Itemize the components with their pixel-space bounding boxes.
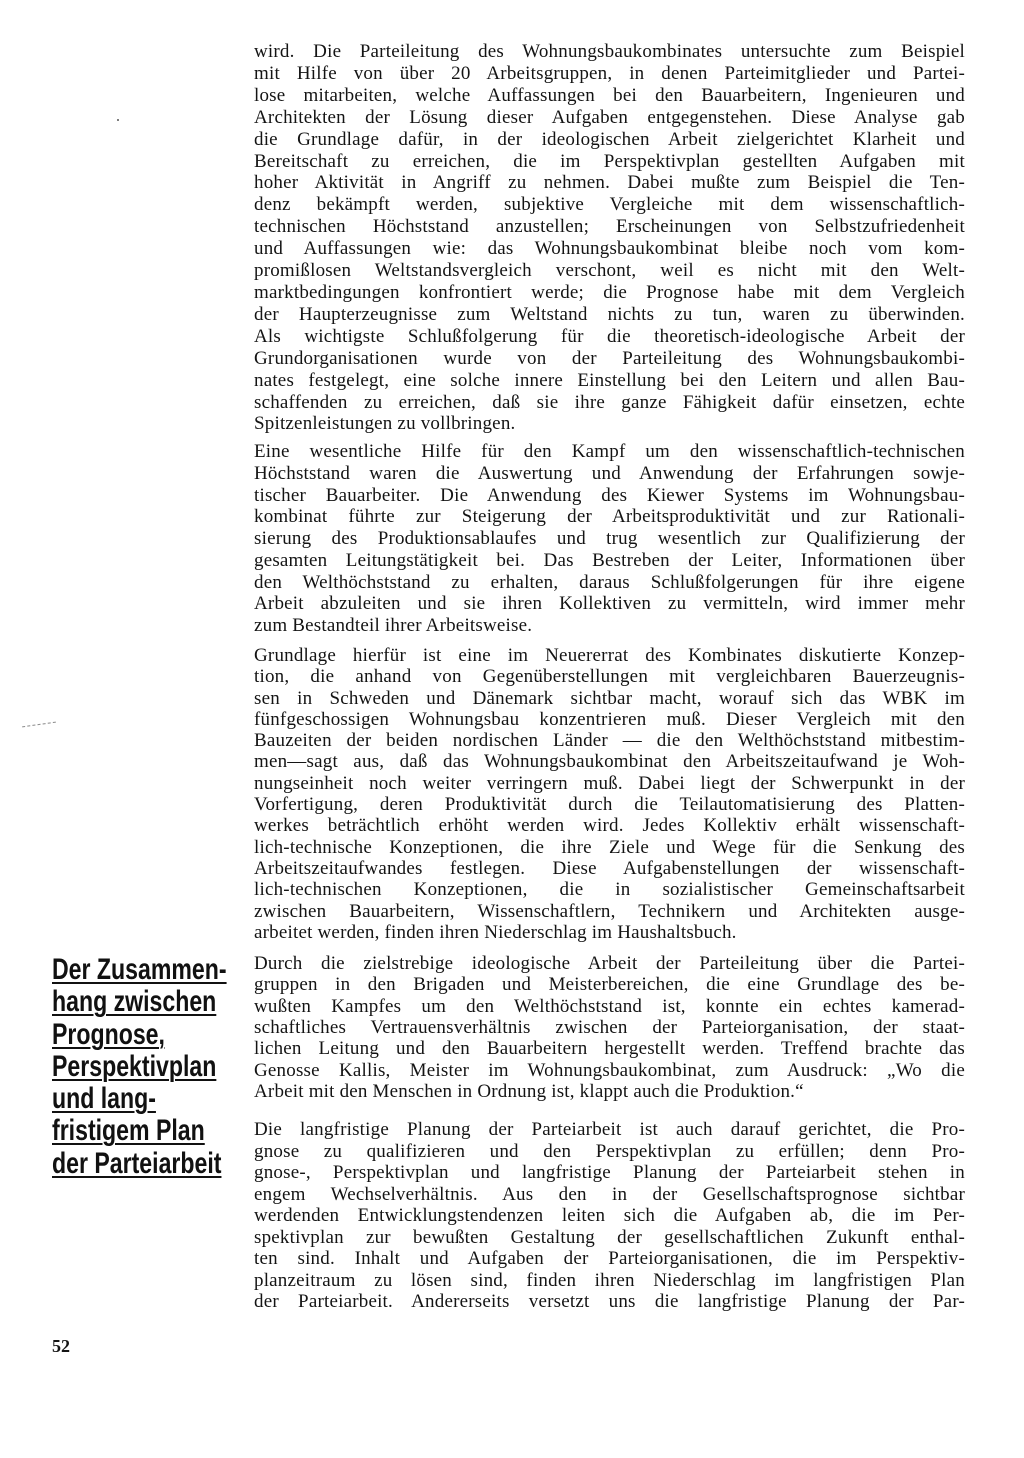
text-line: spektivplan zur bewußten Gestaltung der gesellschaftlichen Zukunft enthal- (254, 1226, 965, 1248)
text-line: hoher Aktivität in Angriff zu nehmen. Dabei mußte zum Beispiel die Ten- (254, 172, 965, 194)
margin-heading-line (52, 1019, 242, 1051)
text-line: und Auffassungen wie: das Wohnungsbaukombinat bleibe noch vom kom- (254, 238, 965, 260)
text-line: Bereitschaft zu erreichen, die im Perspektivplan gestellten Aufgaben mit (254, 150, 965, 172)
text-line: Genosse Kallis, Meister im Wohnungsbaukombinat, zum Ausdruck: „Wo die (254, 1059, 965, 1081)
margin-heading-line (52, 1115, 242, 1147)
scan-mark (22, 722, 56, 728)
text-line: gnose zu qualifizieren und den Perspektivplan zu erfüllen; denn Pro- (254, 1140, 965, 1162)
text-line: arbeitet werden, finden ihren Niederschlag im Haushaltsbuch. (254, 921, 737, 943)
margin-heading-text: und lang- (52, 1082, 156, 1116)
text-line: gesamten Leitungstätigkeit bei. Das Bestreben der Leiter, Informationen über (254, 549, 965, 571)
text-line: nates festgelegt, eine solche innere Einstellung bei den Leitern und allen Bau- (254, 369, 965, 391)
text-line: marktbedingungen konfrontiert werde; die Prognose habe mit dem Vergleich (254, 281, 965, 303)
margin-heading-text: Perspektivplan (52, 1049, 217, 1083)
text-line: tion, die anhand von Gegenüberstellungen mit vergleichbaren Bauerzeugnis- (254, 666, 965, 688)
margin-heading-line (52, 986, 242, 1018)
text-line: nungseinheit noch weiter verringern muß. Dabei liegt der Schwerpunkt in der (254, 772, 965, 794)
text-line: wird. Die Parteileitung des Wohnungsbaukombinates untersuchte zum Beispiel (254, 41, 965, 62)
paragraph-5 (254, 1119, 965, 1313)
text-line: der Haupterzeugnisse zum Weltstand nichts zu tun, waren zu überwinden. (254, 303, 965, 325)
text-line: engem Wechselverhältnis. Aus den in der Gesellschaftsprognose sichtbar (254, 1183, 965, 1205)
text-line: denz bekämpft werden, subjektive Vergleiche mit dem wissenschaftlich- (254, 194, 965, 216)
scan-mark (117, 119, 119, 121)
margin-heading-line (52, 954, 242, 986)
text-line: planzeitraum zu lösen sind, finden ihren Niederschlag im langfristigen Plan (254, 1269, 965, 1291)
paragraph-1 (254, 41, 965, 435)
margin-heading (52, 954, 242, 1180)
margin-heading-line (52, 1083, 242, 1115)
text-line: Die langfristige Planung der Parteiarbeit ist auch darauf gerichtet, die Pro- (254, 1119, 965, 1140)
text-line: sierung des Produktionsablaufes und trug wesentlich zur Qualifizierung der (254, 528, 965, 549)
text-line: kombinat führte zur Steigerung der Arbeitsproduktivität und zur Rationali- (254, 506, 965, 528)
margin-heading-text: der Parteiarbeit (52, 1146, 222, 1180)
margin-heading-line (52, 1051, 242, 1083)
text-line: wußten Kampfes um den Welthöchststand ist, konnte ein echtes kamerad- (254, 995, 965, 1017)
text-line: ten sind. Inhalt und Aufgaben der Parteiorganisationen, die im Perspektiv- (254, 1248, 965, 1269)
margin-heading-text: fristigem Plan (52, 1114, 205, 1148)
text-line: werdenden Entwicklungstendenzen leiten sich die Aufgaben ab, die im Per- (254, 1205, 965, 1226)
text-line: Grundlage hierfür ist eine im Neuererrat des Kombinates diskutierte Konzep- (254, 645, 965, 666)
paragraph-4 (254, 953, 965, 1102)
text-line: der Parteiarbeit. Andererseits versetzt uns die langfristige Planung der Par- (254, 1291, 965, 1312)
text-line: gnose-, Perspektivplan und langfristige Planung der Parteiarbeit stehen in (254, 1162, 965, 1183)
text-line: schaftliches Vertrauensverhältnis zwischen der Parteiorganisation, der staat- (254, 1017, 965, 1039)
text-line: sen in Schweden und Dänemark sichtbar macht, worauf sich das WBK im (254, 687, 965, 709)
text-line: Architekten der Lösung dieser Aufgaben entgegenstehen. Diese Analyse gab (254, 106, 965, 128)
text-line: mit Hilfe von über 20 Arbeitsgruppen, in denen Parteimitglieder und Partei- (254, 62, 965, 84)
text-line: Höchststand waren die Auswertung und Anwendung der Erfahrungen sowje- (254, 462, 965, 484)
text-line: zum Bestandteil ihrer Arbeitsweise. (254, 615, 533, 636)
text-line: fünfgeschossigen Wohnungsbau konzentrieren muß. Dieser Vergleich mit den (254, 708, 965, 730)
text-line: Durch die zielstrebige ideologische Arbeit der Parteileitung über die Partei- (254, 953, 965, 974)
margin-heading-text: Prognose, (52, 1017, 165, 1051)
text-line: Eine wesentliche Hilfe für den Kampf um den wissenschaftlich-technischen (254, 441, 965, 462)
margin-heading-text: hang zwischen (52, 985, 217, 1019)
text-line: lose mitarbeiten, welche Auffassungen bei den Bauarbeitern, Ingenieuren und (254, 84, 965, 106)
text-line: men—sagt aus, daß das Wohnungsbaukombinat den Arbeitszeitaufwand je Woh- (254, 751, 965, 773)
text-line: Arbeit mit den Menschen in Ordnung ist, klappt auch die Produktion.“ (254, 1081, 804, 1103)
text-line: werkes beträchtlich erhöht werden wird. Jedes Kollektiv erhält wissenschaft- (254, 815, 965, 837)
paragraph-3 (254, 645, 965, 943)
text-line: schaffenden zu erreichen, daß sie ihre ganze Fähigkeit dafür einsetzen, echte (254, 391, 965, 413)
text-line: tischer Bauarbeiter. Die Anwendung des Kiewer Systems im Wohnungsbau- (254, 484, 965, 506)
paragraph-2 (254, 441, 965, 637)
text-line: die Grundlage dafür, in der ideologischen Arbeit zielgerichtet Klarheit und (254, 128, 965, 150)
text-line: Vorfertigung, deren Produktivität durch die Teilautomatisierung des Platten- (254, 794, 965, 816)
text-line: zwischen Bauarbeitern, Wissenschaftlern, Technikern und Architekten ausge- (254, 900, 965, 922)
text-line: technischen Höchststand anzustellen; Erscheinungen von Selbstzufriedenheit (254, 216, 965, 238)
text-line: Spitzenleistungen zu vollbringen. (254, 413, 516, 435)
text-line: lichen Leitung und den Bauarbeitern hergestellt werden. Treffend brachte das (254, 1038, 965, 1060)
text-line: Arbeitszeitaufwandes festlegen. Diese Aufgabenstellungen der wissenschaft- (254, 857, 965, 879)
text-line: Grundorganisationen wurde von der Parteileitung des Wohnungsbaukombi- (254, 347, 965, 369)
margin-heading-line (52, 1148, 242, 1180)
text-line: promißlosen Weltstandsvergleich verschont, weil es nicht mit den Welt- (254, 260, 965, 282)
text-line: den Welthöchststand zu erhalten, daraus Schlußfolgerungen für ihre eigene (254, 571, 965, 593)
text-line: gruppen in den Brigaden und Meisterbereichen, die eine Grundlage des be- (254, 974, 965, 996)
text-line: lich-technische Konzeptionen, die ihre Ziele und Wege für die Senkung des (254, 836, 965, 858)
margin-heading-text: Der Zusammen- (52, 953, 227, 986)
text-line: Bauzeiten der beiden nordischen Länder — die den Welthöchststand mitbestim- (254, 730, 965, 752)
text-line: lich-technischen Konzeptionen, die in sozialistischer Gemeinschaftsarbeit (254, 879, 965, 901)
text-line: Als wichtigste Schlußfolgerung für die theoretisch-ideologische Arbeit der (254, 325, 965, 347)
text-line: Arbeit abzuleiten und sie ihren Kollektiven zu vermitteln, wird immer mehr (254, 593, 965, 615)
page-number: 52 (52, 1336, 70, 1356)
